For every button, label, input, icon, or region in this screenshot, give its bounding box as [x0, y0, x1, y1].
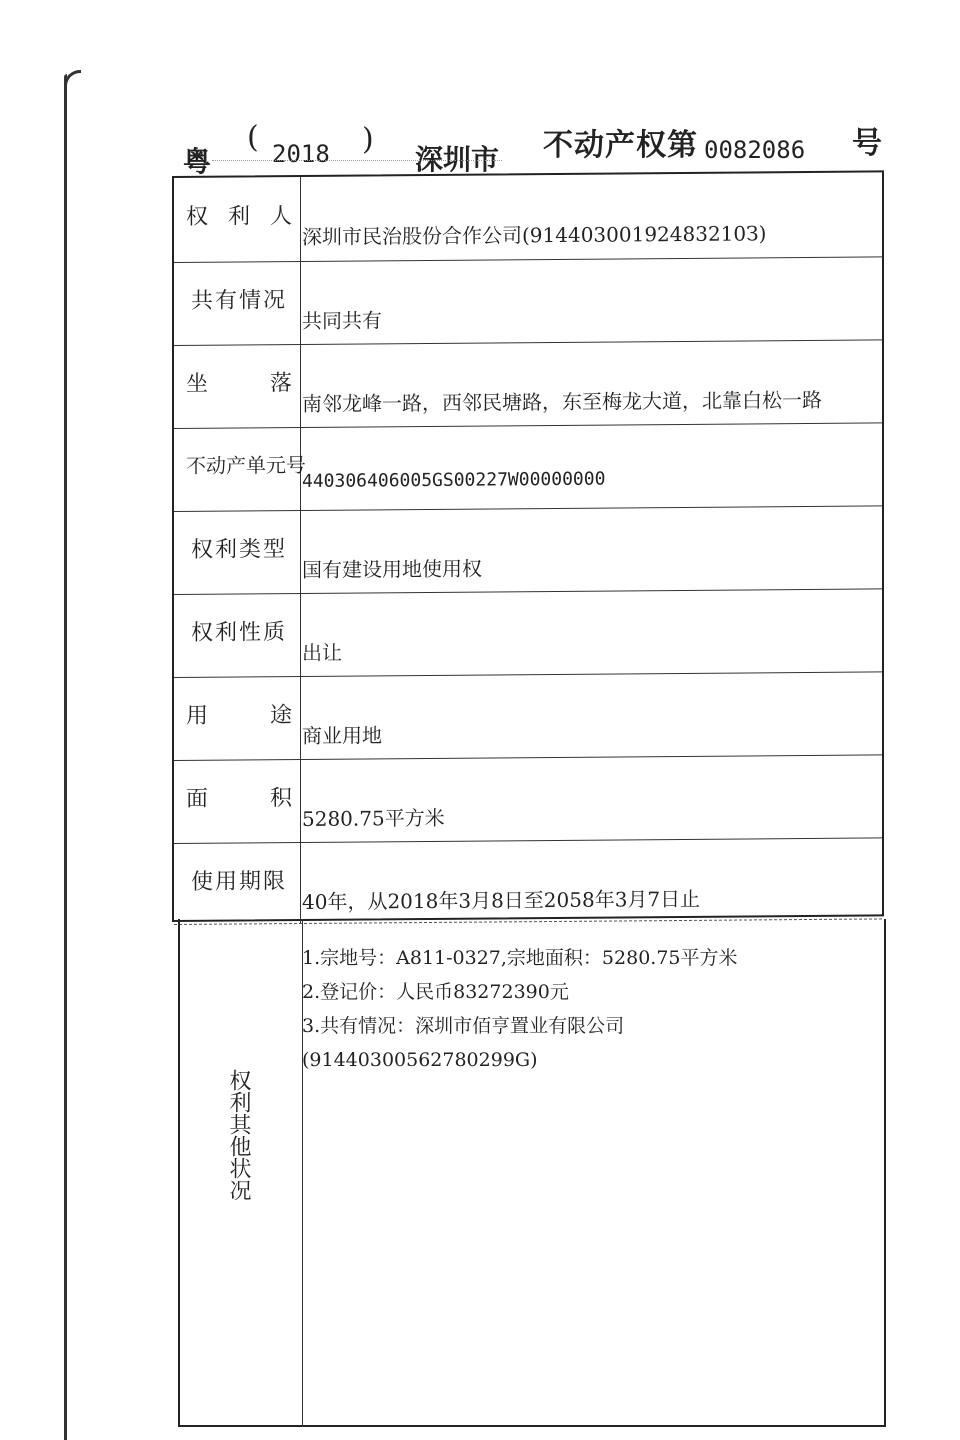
- row-right-type: [174, 505, 882, 595]
- header-hao: 号: [852, 126, 882, 161]
- row-label: 权 利 人: [186, 204, 292, 230]
- header-paren-open: (: [247, 120, 259, 155]
- row-term: [174, 837, 882, 925]
- other-status-notes: [302, 941, 738, 1077]
- other-status-section: [172, 919, 888, 1429]
- page-edge-line: [64, 74, 67, 1440]
- note-line: (91440300562780299G): [302, 1049, 538, 1071]
- row-usage: [174, 671, 882, 761]
- certificate-header: [0, 0, 960, 180]
- header-paren-close: ): [362, 122, 374, 157]
- note-line: 1.宗地号：A811-0327,宗地面积：5280.75平方米: [302, 947, 738, 969]
- row-value: 南邻龙峰一路，西邻民塘路，东至梅龙大道，北靠白松一路: [302, 387, 822, 416]
- row-unit-number: [174, 422, 882, 512]
- header-cert-number: 0082086: [704, 136, 806, 164]
- row-label: 不动产单元号: [186, 452, 306, 478]
- row-label: 坐 落: [186, 371, 292, 397]
- row-value: 国有建设用地使用权: [302, 556, 482, 582]
- row-label: 权利类型: [190, 537, 287, 563]
- row-right-nature: [174, 588, 882, 678]
- other-status-label: 权利其他状况: [226, 1069, 251, 1201]
- row-value: 440306406005GS00227W00000000: [302, 468, 606, 492]
- row-value: 商业用地: [302, 723, 382, 748]
- property-table: [172, 170, 884, 922]
- row-label: 共有情况: [190, 288, 287, 314]
- note-line: 2.登记价：人民币83272390元: [302, 981, 569, 1003]
- note-line: 3.共有情况：深圳市佰亨置业有限公司: [302, 1015, 625, 1037]
- row-label: 使用期限: [190, 869, 287, 895]
- row-value: 共同共有: [302, 308, 382, 333]
- header-province: 粤: [183, 145, 212, 178]
- row-label: 面 积: [186, 786, 292, 812]
- header-dotted-line: [212, 160, 502, 161]
- row-label: 用 途: [186, 703, 292, 729]
- row-owner: [174, 172, 882, 263]
- row-co-ownership: [174, 256, 882, 346]
- row-value: 出让: [302, 640, 342, 665]
- header-cert-title: 不动产权第: [543, 128, 698, 163]
- row-value: 40年，从2018年3月8日至2058年3月7日止: [302, 886, 701, 914]
- row-label: 权利性质: [190, 620, 287, 646]
- row-value: 5280.75平方米: [302, 805, 445, 831]
- header-year: 2018: [272, 140, 330, 168]
- row-value: 深圳市民治股份合作公司(91440300192483210З): [302, 221, 767, 249]
- header-city: 深圳市: [415, 143, 500, 176]
- row-area: [174, 754, 882, 844]
- row-location: [174, 339, 882, 429]
